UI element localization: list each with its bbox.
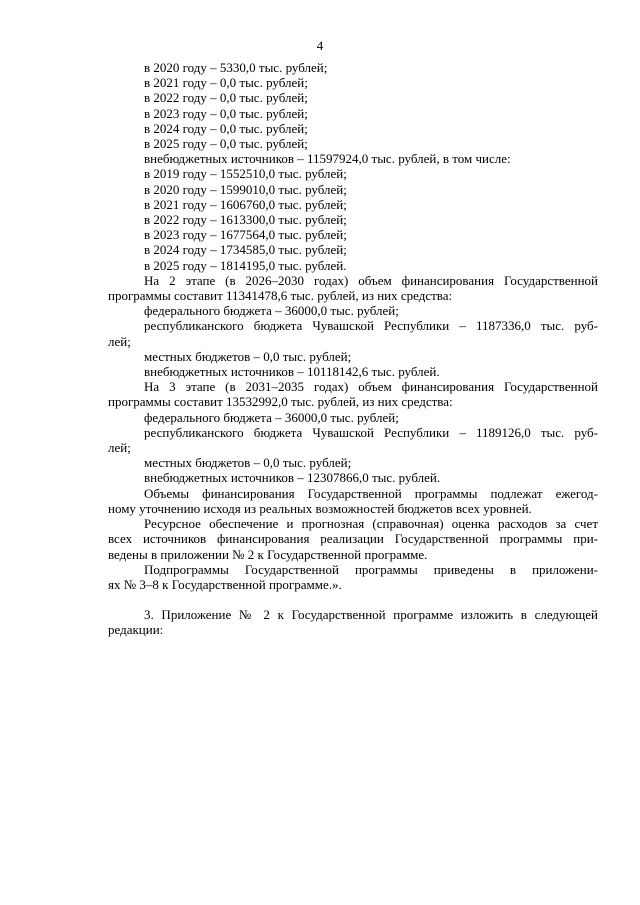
page-number: 4	[316, 38, 324, 53]
text-line: в 2023 году – 0,0 тыс. рублей;	[144, 105, 308, 121]
paragraph-gap	[108, 592, 598, 607]
document-body	[108, 60, 598, 638]
text-line: в 2025 году – 0,0 тыс. рублей;	[144, 136, 308, 152]
text-line: программы составит 13532992,0 тыс. рублей, из них средства:	[108, 394, 453, 410]
text-line: в 2023 году – 1677564,0 тыс. рублей;	[144, 227, 347, 243]
text-line: редакции:	[108, 622, 164, 638]
text-line: в 2022 году – 1613300,0 тыс. рублей;	[144, 212, 347, 228]
text-line: в 2021 году – 1606760,0 тыс. рублей;	[144, 196, 347, 212]
text-line: ведены в приложении № 2 к Государственной программе.	[108, 546, 428, 562]
text-line: ях № 3–8 к Государственной программе.».	[108, 576, 342, 592]
text-line: федерального бюджета – 36000,0 тыс. рублей;	[144, 303, 399, 319]
text-line: На 2 этапе (в 2026–2030 годах) объем финансирования Государственной	[144, 272, 598, 288]
text-line: 3. Приложение № 2 к Государственной программе изложить в следующей	[144, 607, 598, 623]
text-line: Объемы финансирования Государственной программы подлежат ежегод-	[144, 485, 598, 501]
text-line: внебюджетных источников – 12307866,0 тыс. рублей.	[144, 470, 441, 486]
text-line: в 2022 году – 0,0 тыс. рублей;	[144, 90, 308, 106]
text-line: местных бюджетов – 0,0 тыс. рублей;	[144, 455, 352, 471]
text-line: в 2019 году – 1552510,0 тыс. рублей;	[144, 166, 347, 182]
text-line: республиканского бюджета Чувашской Республики – 1187336,0 тыс. руб-	[144, 318, 598, 334]
text-line: лей;	[108, 440, 131, 456]
text-line: в 2020 году – 1599010,0 тыс. рублей;	[144, 181, 347, 197]
text-line: лей;	[108, 333, 131, 349]
text-line: в 2020 году – 5330,0 тыс. рублей;	[144, 60, 328, 75]
text-line: На 3 этапе (в 2031–2035 годах) объем финансирования Государственной	[144, 379, 598, 395]
text-line: Подпрограммы Государственной программы приведены в приложени-	[144, 561, 598, 577]
text-line: внебюджетных источников – 11597924,0 тыс. рублей, в том числе:	[144, 151, 511, 167]
text-line: федерального бюджета – 36000,0 тыс. рублей;	[144, 409, 399, 425]
text-line: местных бюджетов – 0,0 тыс. рублей;	[144, 348, 352, 364]
text-line: в 2024 году – 0,0 тыс. рублей;	[144, 120, 308, 136]
text-line: в 2021 году – 0,0 тыс. рублей;	[144, 75, 308, 91]
text-line: программы составит 11341478,6 тыс. рублей, из них средства:	[108, 288, 453, 304]
text-line: Ресурсное обеспечение и прогнозная (справочная) оценка расходов за счет	[144, 516, 598, 532]
text-line: всех источников финансирования реализации Государственной программы при-	[108, 531, 598, 547]
text-line: в 2025 году – 1814195,0 тыс. рублей.	[144, 257, 347, 273]
text-line: в 2024 году – 1734585,0 тыс. рублей;	[144, 242, 347, 258]
text-line: внебюджетных источников – 10118142,6 тыс. рублей.	[144, 364, 440, 380]
text-line: республиканского бюджета Чувашской Республики – 1189126,0 тыс. руб-	[144, 424, 598, 440]
text-line: ному уточнению исходя из реальных возможностей бюджетов всех уровней.	[108, 500, 532, 516]
